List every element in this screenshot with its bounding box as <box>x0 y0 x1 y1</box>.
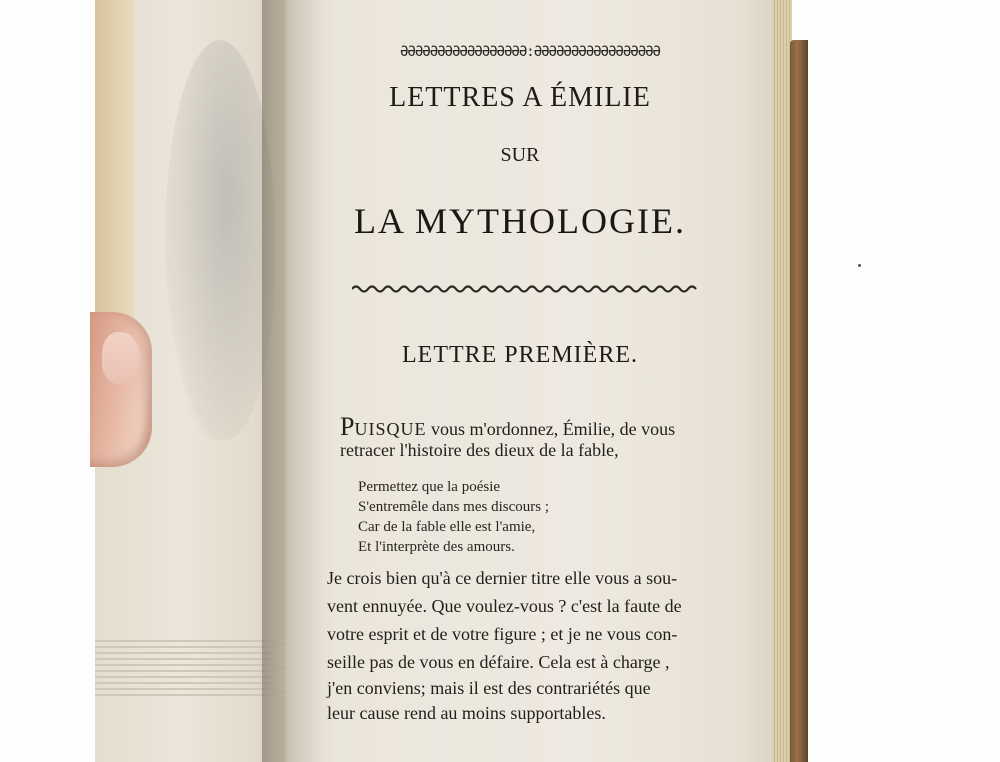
title-line-3: LA MYTHOLOGIE. <box>354 201 686 241</box>
body-line: leur cause rend au moins supportables. <box>327 703 606 723</box>
thumbnail-nail <box>102 332 140 384</box>
title-line-1: LETTRES A ÉMILIE <box>389 82 651 113</box>
page-edges <box>772 0 792 762</box>
book-gutter-shadow <box>262 0 322 762</box>
speck <box>858 264 861 267</box>
opening-line-1-text: vous m'ordonnez, Émilie, de vous <box>426 419 676 439</box>
verse-line: Car de la fable elle est l'amie, <box>358 519 536 535</box>
verse-line: S'entremêle dans mes discours ; <box>358 499 549 515</box>
left-page-edge <box>95 0 135 330</box>
drop-capital: P <box>340 412 355 441</box>
frontispiece-bleed <box>165 40 275 440</box>
verse-line: Permettez que la poésie <box>358 479 501 495</box>
leather-spine <box>790 40 808 762</box>
opening-line-1 <box>340 412 705 442</box>
verse-line: Et l'interprète des amours. <box>358 539 515 555</box>
body-line: vent ennuyée. Que voulez-vous ? c'est la faute de <box>327 596 682 616</box>
body-line: Je crois bien qu'à ce dernier titre elle vous a sou- <box>327 568 678 588</box>
body-line: votre esprit et de votre figure ; et je ne vous con- <box>327 624 678 644</box>
body-line: j'en conviens; mais il est des contrariétés que <box>327 678 651 698</box>
title-line-2: SUR <box>500 144 540 166</box>
opening-smallcaps: UISQUE <box>354 419 427 439</box>
letter-heading: LETTRE PREMIÈRE. <box>402 342 638 368</box>
left-page-rules <box>95 640 285 700</box>
wavy-rule <box>352 283 698 295</box>
thumb <box>90 312 152 467</box>
opening-line-2: retracer l'histoire des dieux de la fable, <box>340 440 619 460</box>
right-page <box>285 0 785 762</box>
header-ornament: ƏƏƏƏƏƏƏƏƏƏƏƏƏƏƏƏƏ:ƏƏƏƏƏƏƏƏƏƏƏƏƏƏƏƏƏ <box>399 44 660 60</box>
body-line: seille pas de vous en défaire. Cela est à charge , <box>327 652 670 672</box>
